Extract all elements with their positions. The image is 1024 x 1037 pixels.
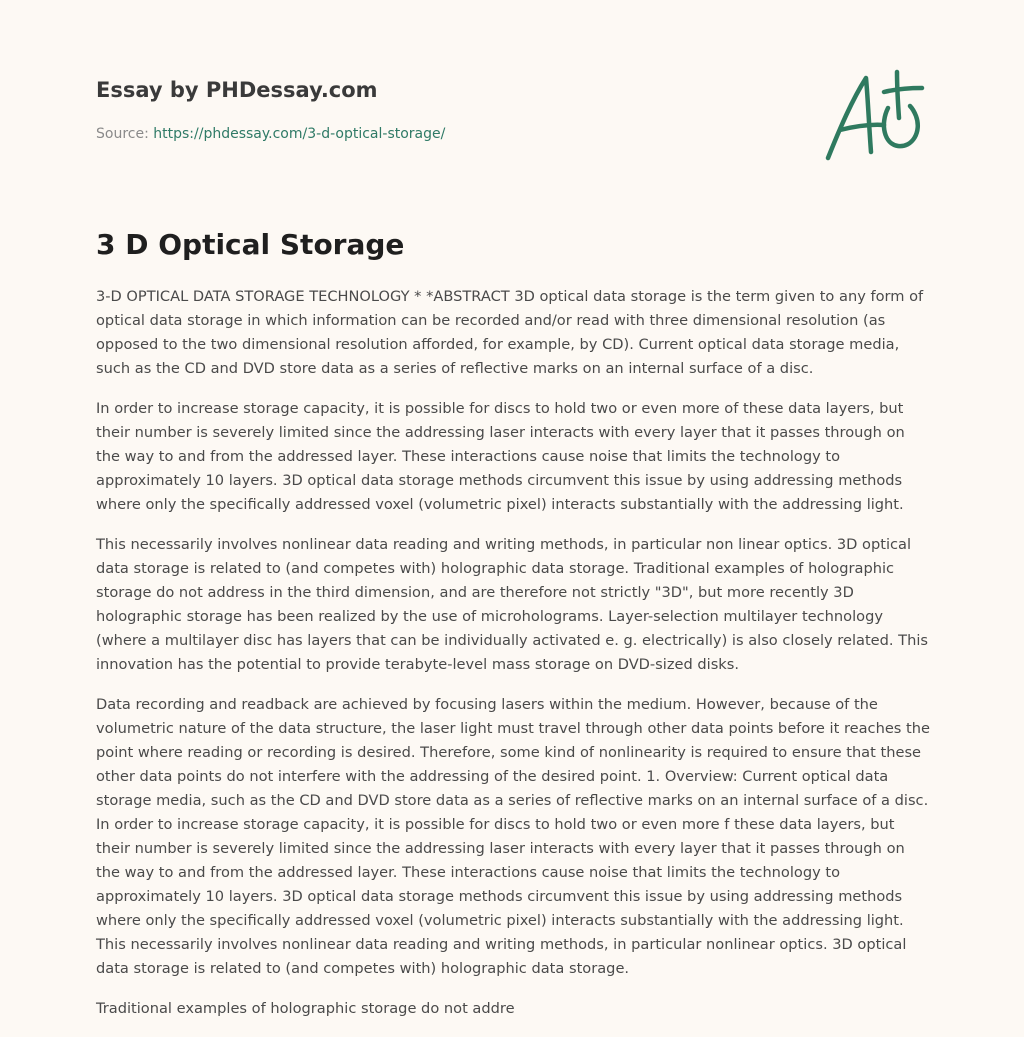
paragraph: This necessarily involves nonlinear data reading and writing methods, in particular non linear optics. 3D optical data storage is related to (and competes with) holographic data storage. Traditional examples of holographic storage do not address in the third dimension, and are therefore not strictly "3D", but more recently 3D holographic storage has been realized by the use of microholograms. Layer-selection multilayer technology (where a multilayer disc has layers that can be individually activated e. g. electrically) is also closely related. This innovation has the potential to provide terabyte-level mass storage on DVD-sized disks.: [96, 536, 929, 673]
paragraph: In order to increase storage capacity, it is possible for discs to hold two or even more of these data layers, but their number is severely limited since the addressing laser interacts with every layer that it passes through on the way to and from the addressed layer. These interactions cause noise that limits the technology to approximately 10 layers. 3D optical data storage methods circumvent this issue by using addressing methods where only the specifically addressed voxel (volumetric pixel) interacts substantially with the addressing light.: [96, 400, 905, 513]
essay-header: [96, 76, 796, 144]
a-plus-grade-icon: [818, 66, 928, 166]
article-title: 3 D Optical Storage: [96, 228, 405, 261]
source-line: [96, 124, 796, 144]
paragraph: 3-D OPTICAL DATA STORAGE TECHNOLOGY * *ABSTRACT 3D optical data storage is the term given to any form of optical data storage in which information can be recorded and/or read with three dimensional resolution (as opposed to the two dimensional resolution afforded, for example, by CD). Current optical data storage media, such as the CD and DVD store data as a series of reflective marks on an internal surface of a disc.: [96, 288, 924, 377]
source-link[interactable]: https://phdessay.com/3-d-optical-storage/: [153, 126, 446, 142]
source-label: Source:: [96, 126, 149, 142]
brand-title: Essay by PHDessay.com: [96, 78, 378, 102]
paragraph: Traditional examples of holographic storage do not addre: [96, 1000, 515, 1017]
paragraph: Data recording and readback are achieved by focusing lasers within the medium. However, because of the volumetric nature of the data structure, the laser light must travel through other data points before it reaches the point where reading or recording is desired. Therefore, some kind of nonlinearity is required to ensure that these other data points do not interfere with the addressing of the desired point. 1. Overview: Current optical data storage media, such as the CD and DVD store data as a series of reflective marks on an internal surface of a disc. In order to increase storage capacity, it is possible for discs to hold two or even more f these data layers, but their number is severely limited since the addressing laser interacts with every layer that it passes through on the way to and from the addressed layer. These interactions cause noise that limits the technology to approximately 10 layers. 3D optical data storage methods circumvent this issue by using addressing methods where only the specifically addressed voxel (volumetric pixel) interacts substantially with the addressing light. This necessarily involves nonlinear data reading and writing methods, in particular nonlinear optics. 3D optical data storage is related to (and competes with) holographic data storage.: [96, 696, 931, 977]
article-body: [96, 285, 932, 1037]
